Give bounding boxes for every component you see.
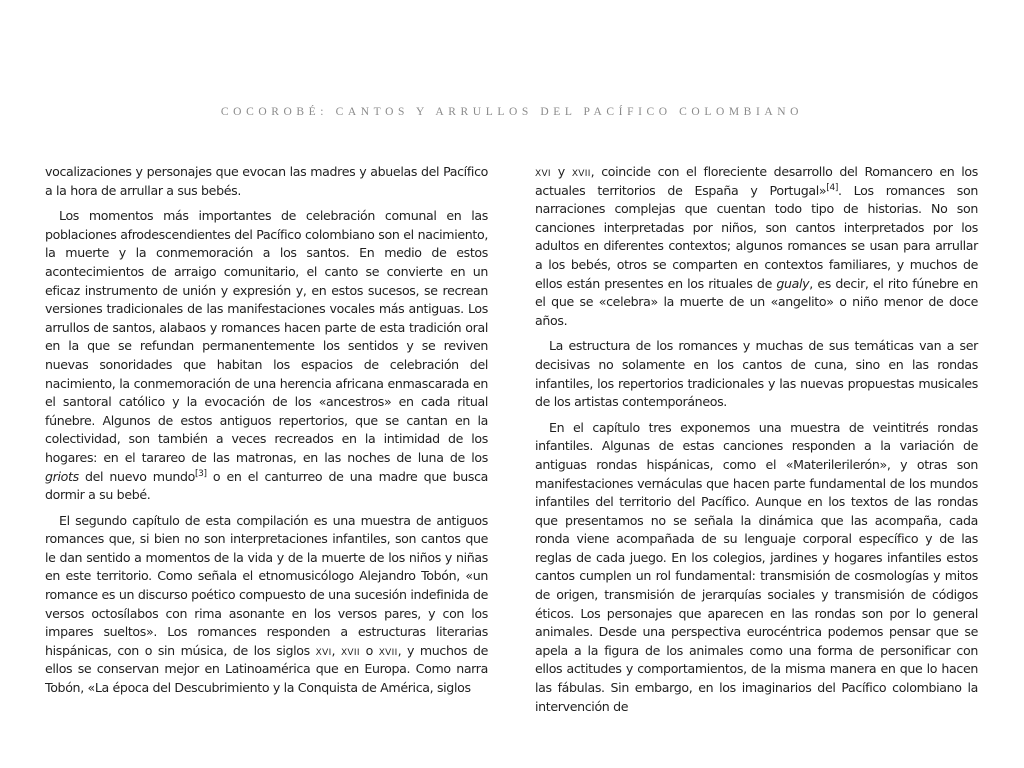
text-run: ,	[331, 642, 341, 658]
right-column	[535, 163, 978, 723]
text-run: o	[359, 642, 379, 658]
footnote-ref-3[interactable]: [3]	[194, 468, 207, 479]
italic-term-griots: griots	[45, 468, 79, 484]
paragraph-continuation	[535, 163, 978, 330]
century-numeral: xvii	[571, 164, 591, 179]
footnote-ref-4[interactable]: [4]	[826, 182, 838, 193]
italic-term-gualy: gualy	[776, 275, 810, 291]
century-numeral: xvi	[315, 642, 332, 658]
paragraph-second-chapter	[45, 512, 488, 698]
century-numeral: xvii	[378, 642, 398, 658]
text-run: , y muchos de ellos se conservan mejor en Latinoamérica que en Europa. Como narra Tobón, «La época del Descubrimiento y la Conquista de América, siglos	[45, 642, 488, 696]
text-run: El segundo capítulo de esta compilación es una muestra de antiguos romances que, si bien no son interpretaciones infantiles, son cantos que le dan sentido a momentos de la vida y de la muerte de los niños y niñas en este territorio. Como señala el etnomusicólogo Alejandro Tobón, «un romance es un discurso poético compuesto de una sucesión indefinida de versos octosílabos con rima asonante en los versos pares, y con los impares sueltos». Los romances responden a estructuras literarias hispánicas, con o sin música, de los siglos	[45, 512, 488, 658]
paragraph-chapter-three: En el capítulo tres exponemos una muestra de veintitrés rondas infantiles. Algunas de estas canciones responden a la variación de antiguas rondas hispánicas, como el «Materilerilerón», y otras son manifestaciones vernáculas que hacen parte fundamental de los mundos infantiles del territorio del Pacífico. Aunque en los textos de las rondas que presentamos no se señala la dinámica que las acompaña, cada ronda viene acompañada de su lenguaje corporal específico y de las reglas de cada juego. En los colegios, jardines y hogares infantiles estos cantos cumplen un rol fundamental: transmisión de cosmologías y mitos de origen, transmisión de jerarquías sociales y transmisión de códigos éticos. Los personajes que aparecen en las rondas son por lo general animales. Desde una perspectiva eurocéntrica podemos pensar que se apela a la figura de los animales como una forma de personificar con ellos actitudes y comportamientos, de la misma manera en que lo hacen las fábulas. Sin embargo, en los imaginarios del Pacífico colombiano la intervención de	[535, 419, 978, 714]
text-run: , es decir, el rito fúnebre en el que se «celebra» la muerte de un «angelito» o niño menor de doce años.	[535, 275, 978, 328]
text-run: . Los romances son narraciones complejas que cuentan todo tipo de historias. No son canciones interpretadas por niños, son cantos interpretados por los adultos en diferentes contextos; algunos romances se usan para arrullar a los bebés, otros se comparten en contextos familiares, y muchos de ellos están presentes en los rituales de	[535, 182, 978, 291]
running-head-title: COCOROBÉ: CANTOS Y ARRULLOS DEL PACÍFICO COLOMBIANO	[220, 106, 804, 118]
text-run: y	[550, 164, 572, 179]
paragraph-romance-structure: La estructura de los romances y muchas de sus temáticas van a ser decisivas no solamente en los cantos de cuna, sino en las rondas infantiles, los repertorios tradicionales y las nuevas propuestas musicales de los artistas contemporáneos.	[535, 338, 978, 410]
text-run: o en el canturreo de una madre que busca dormir a su bebé.	[45, 468, 489, 503]
century-numeral: xvii	[340, 642, 360, 658]
text-run: , coincide con el floreciente desarrollo del Romancero en los actuales territorios de España y Portugal»	[535, 164, 978, 198]
left-column	[45, 163, 488, 705]
century-numeral: xvi	[535, 164, 551, 179]
paragraph-celebration	[45, 207, 488, 505]
text-run: del nuevo mundo	[78, 468, 195, 484]
text-run: Los momentos más importantes de celebración comunal en las poblaciones afrodescendientes del Pacífico colombiano son el nacimiento, la muerte y la conmemoración a los santos. En medio de estos acontecimientos de arraigo comunitario, el canto se convierte en un eficaz instrumento de unión y expresión y, en estos sucesos, se recrean versiones tradicionales de las manifestaciones vocales más antiguas. Los arrullos de santos, alabaos y romances hacen parte de esta tradición oral en la que se refundan permanentemente los sentidos y se reviven nuevas sonoridades que habitan los espacios de celebración del nacimiento, la conmemoración de una herencia africana enmascarada en el santoral católico y la evocación de los «ancestros» en cada ritual fúnebre. Algunos de estos antiguos repertorios, que se cantan en la colectividad, son también a veces recreados en la intimidad de los hogares: en el tarareo de las matronas, en las noches de luna de los	[45, 208, 488, 465]
paragraph-continuation: vocalizaciones y personajes que evocan las madres y abuelas del Pacífico a la hora de arrullar a sus bebés.	[45, 164, 488, 198]
